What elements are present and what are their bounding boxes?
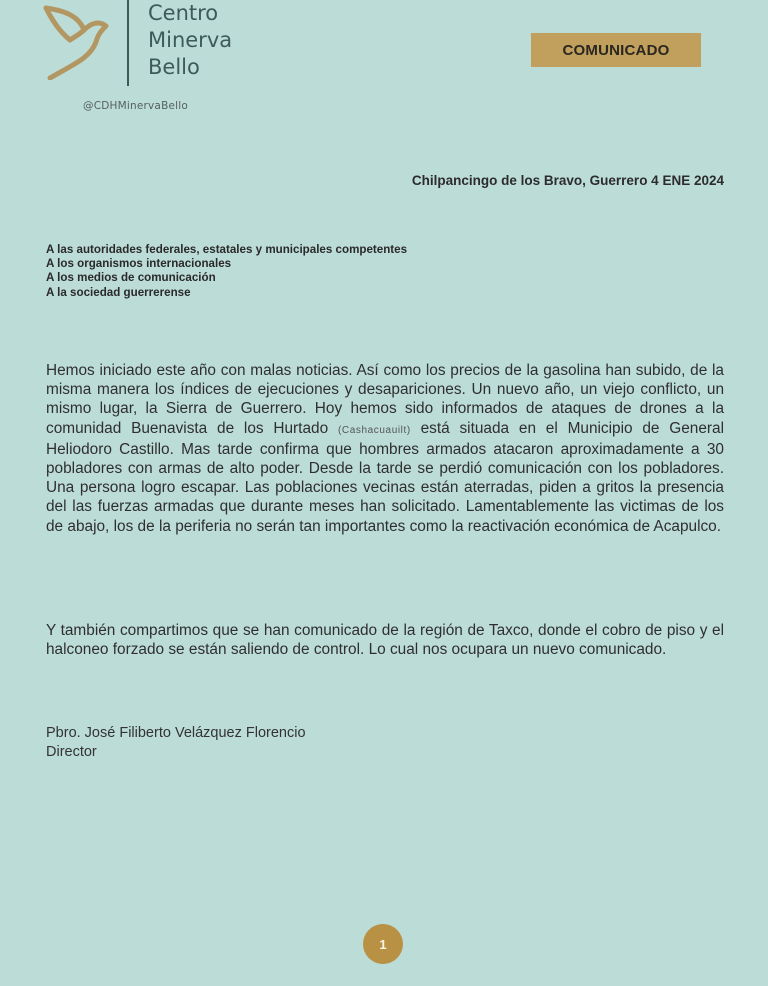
signature-block	[46, 724, 306, 762]
social-handle: @CDHMinervaBello	[83, 100, 188, 112]
letterhead	[0, 0, 768, 130]
recipients-list	[46, 243, 407, 300]
paragraph-text: está situada en el Municipio de General Heliodoro Castillo. Mas tarde confirma que hombres armados atacaron aproximadamente a 30 pobladores con armas de alto poder. Desde la tarde se perdió comunicación con los pobladores. Una persona logro escapar. Las poblaciones vecinas están aterradas, piden a gritos la presencia del las fuerzas armadas que durante meses han solicitado. Lamentablemente las victimas de los de abajo, los de la periferia no serán tan importantes como la reactivación económica de Acapulco.	[46, 419, 725, 535]
org-name-line: Bello	[148, 55, 200, 79]
comunicado-badge: COMUNICADO	[531, 33, 701, 67]
recipient-line: A la sociedad guerrerense	[46, 285, 191, 299]
dove-icon	[40, 2, 122, 80]
logo-divider	[127, 0, 129, 86]
body-paragraph-1	[46, 361, 724, 536]
recipient-line: A los organismos internacionales	[46, 257, 232, 271]
org-name-line: Centro	[148, 1, 219, 25]
signer-title: Director	[46, 744, 97, 760]
paragraph-text: Hemos iniciado este año con malas noticias. Así como los precios de la gasolina han subido, de la misma manera los índices de ejecuciones y desapariciones. Un nuevo año, un viejo conflicto, un mismo lugar, la Sierra de Guerrero. Hoy hemos sido informados de ataques de drones a la comunidad Buenavista de los Hurtado	[46, 362, 724, 437]
recipient-line: A los medios de comunicación	[46, 271, 216, 285]
org-name	[148, 0, 232, 81]
place-name: (Cashacuauilt)	[337, 424, 411, 436]
org-name-line: Minerva	[148, 28, 233, 52]
recipient-line: A las autoridades federales, estatales y municipales competentes	[46, 243, 408, 256]
page-number: 1	[363, 924, 403, 964]
signer-name: Pbro. José Filiberto Velázquez Florencio	[46, 725, 306, 741]
body-paragraph-2: Y también compartimos que se han comunicado de la región de Taxco, donde el cobro de piso y el halconeo forzado se están saliendo de control. Lo cual nos ocupara un nuevo comunicado.	[46, 622, 724, 659]
place-date: Chilpancingo de los Bravo, Guerrero 4 ENE 2024	[411, 173, 724, 188]
